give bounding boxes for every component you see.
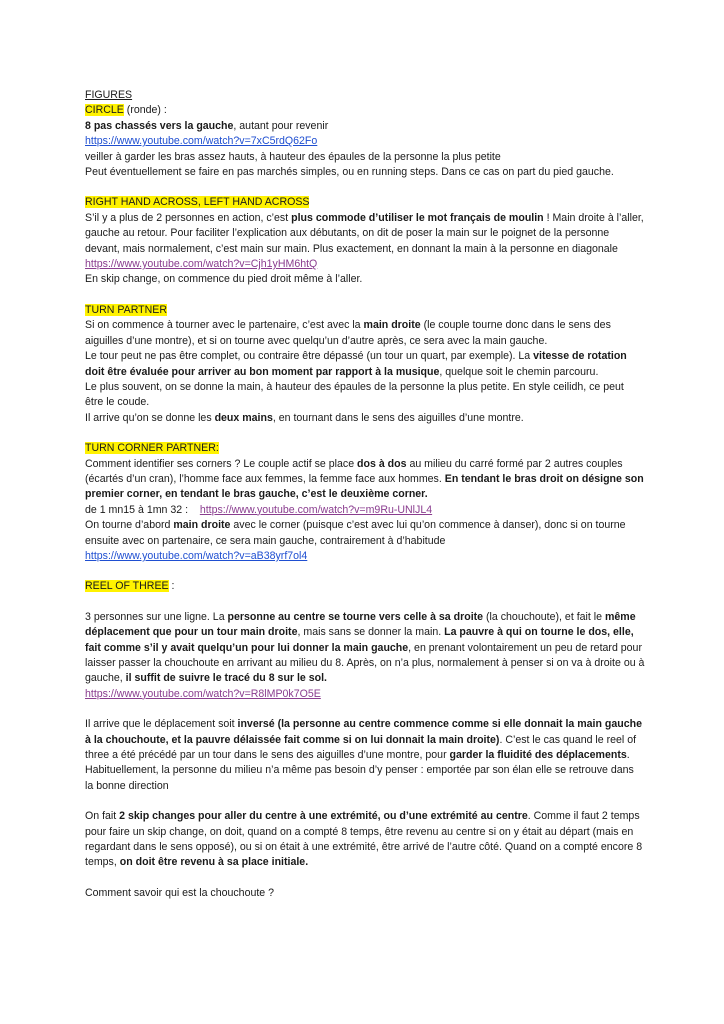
corner-heading — [85, 441, 645, 456]
reel-heading-highlight: REEL OF THREE — [85, 580, 169, 593]
corner-p2-bold: main droite — [173, 519, 231, 532]
corner-video-link-1[interactable]: https://www.youtube.com/watch?v=m9Ru-UNlJL4 — [199, 503, 433, 516]
reel-heading-rest: : — [168, 580, 175, 593]
reel-p1-bold-3: La pauvre à qui on tourne le dos, elle, fait comme s’il y avait quelqu’un pour lui donner la main gauche — [85, 626, 634, 654]
corner-p1-bold-2: En tendant le bras droit on désigne son premier corner, en tendant le bras gauche, c’est le deuxième corner. — [85, 472, 644, 501]
rhla-p1-a: S’il y a plus de 2 personnes en action, c’est — [85, 211, 292, 224]
rhla-link-line — [85, 257, 645, 272]
corner-paragraph-1 — [85, 457, 645, 503]
reel-link-line — [85, 687, 645, 702]
reel-paragraph-2 — [85, 717, 645, 794]
document-page — [85, 88, 645, 901]
reel-p1-bold-4: il suffit de suivre le tracé du 8 sur le sol. — [125, 672, 328, 685]
turn-p2-a: Le tour peut ne pas être complet, ou contraire être dépassé (un tour un quart, par exemple). La — [85, 350, 534, 363]
reel-p1-c: (la chouchoute), et fait le — [483, 610, 605, 623]
corner-link-line-2 — [85, 549, 645, 564]
reel-p2-c: . C’est le cas quand le reel of three a été précédé par un tour dans le sens des aiguilles d’une montre, pour — [85, 733, 637, 762]
circle-link-line — [85, 134, 645, 149]
rhla-paragraph-1 — [85, 211, 645, 257]
rhla-heading-highlight: RIGHT HAND ACROSS, LEFT HAND ACROSS — [85, 196, 310, 209]
reel-p3-a: On fait — [85, 810, 120, 823]
corner-p2-c: avec le corner (puisque c’est avec lui qu’on commence à danser), donc si on tourne ensuite avec on partenaire, ce sera main gauche, contrairement à d’habitude — [85, 519, 626, 547]
circle-heading-highlight: CIRCLE — [85, 104, 124, 117]
reel-video-link[interactable]: https://www.youtube.com/watch?v=R8lMP0k7O5E — [85, 687, 321, 700]
turn-heading-highlight: TURN PARTNER — [85, 303, 168, 316]
turn-p4-a: Il arrive qu’on se donne les — [85, 411, 215, 424]
circle-video-link[interactable]: https://www.youtube.com/watch?v=7xC5rdQ62Fo — [85, 135, 318, 148]
reel-p1-a: 3 personnes sur une ligne. La — [85, 610, 228, 623]
reel-p1-bold-1: personne au centre se tourne vers celle à sa droite — [227, 610, 484, 623]
reel-question: Comment savoir qui est la chouchoute ? — [85, 886, 275, 899]
turn-paragraph-2 — [85, 349, 645, 380]
reel-p3-bold-1: 2 skip changes pour aller du centre à une extrémité, ou d’une extrémité au centre — [119, 810, 528, 823]
circle-line-1-rest: , autant pour revenir — [233, 119, 329, 132]
circle-line-1-bold: 8 pas chassés vers la gauche — [85, 119, 234, 132]
corner-time: de 1 mn15 à 1mn 32 : — [85, 503, 189, 516]
circle-line-3: Peut éventuellement se faire en pas marchés simples, ou en running steps. Dans ce cas on part du pied gauche. — [85, 166, 614, 179]
rhla-video-link[interactable]: https://www.youtube.com/watch?v=Cjh1yHM6htQ — [85, 258, 318, 271]
turn-p4-c: , en tournant dans le sens des aiguilles d’une montre. — [272, 411, 524, 424]
corner-p1-c: au milieu du carré formé par 2 autres couples (écartés d’un cran), l’homme face aux femmes, la femme face aux hommes. — [85, 457, 623, 485]
turn-p1-c: (le couple tourne donc dans le sens des aiguilles d’une montre), et si on tourne avec quelqu’un d’autre après, ce sera avec la main gauche. — [85, 319, 611, 347]
corner-paragraph-2 — [85, 518, 645, 549]
reel-p2-a: Il arrive que le déplacement soit — [85, 718, 238, 731]
rhla-p1-c: ! Main droite à l’aller, gauche au retour. Pour faciliter l’explication aux débutants, on dit de poser la main sur le poignet de la personne devant, mais normalement, c’est main sur main. Plus exactement, en donnant la main à la personne en diagonale — [85, 211, 644, 255]
turn-paragraph-4 — [85, 411, 645, 426]
turn-p4-bold: deux mains — [214, 411, 273, 424]
reel-p2-e: . Habituellement, la personne du milieu n’a même pas besoin d’y penser : emportée par son élan elle se retrouve dans la bonne direction — [85, 749, 634, 792]
turn-heading — [85, 303, 645, 318]
turn-p2-c: , quelque soit le chemin parcouru. — [439, 365, 599, 378]
rhla-heading — [85, 195, 645, 210]
turn-p1-bold: main droite — [363, 319, 421, 332]
corner-p1-bold: dos à dos — [357, 457, 407, 470]
turn-p1-a: Si on commence à tourner avec le partenaire, c’est avec la — [85, 319, 364, 332]
corner-p2-a: On tourne d’abord — [85, 519, 174, 532]
reel-p2-bold-1: inversé (la personne au centre commence comme si elle donnait la main gauche à la chouchoute, et la pauvre délaissée fait comme si on lui donnait la main droite) — [85, 718, 642, 746]
reel-p1-e: , mais sans se donner la main. — [297, 626, 445, 639]
reel-p3-bold-2: on doit être revenu à sa place initiale. — [119, 856, 309, 869]
circle-heading-rest: (ronde) : — [123, 104, 167, 117]
reel-p1-g: , en prenant volontairement un peu de retard pour laisser passer la chouchoute en arrivant au milieu du 8. Après, on n’a plus, normalement à penser si on va à droite ou à gauche, — [85, 641, 645, 685]
reel-heading — [85, 579, 645, 594]
reel-p1-bold-2: même déplacement que pour un tour main droite — [85, 610, 636, 639]
corner-heading-highlight: TURN CORNER PARTNER: — [85, 442, 219, 455]
corner-time-line — [85, 503, 645, 518]
circle-heading — [85, 103, 645, 118]
turn-p2-bold: vitesse de rotation doit être évaluée pour arriver au bon moment par rapport à la musique — [85, 350, 627, 378]
reel-p2-bold-2: garder la fluidité des déplacements — [449, 749, 627, 762]
turn-paragraph-1 — [85, 318, 645, 349]
reel-p3-c: . Comme il faut 2 temps pour faire un skip change, on doit, quand on a compté 8 temps, être revenu au centre si on y était au départ (mais en regardant dans le sens opposé), ou si on était à une extrémité, être arrivé de l’autre côté. Quand on a compté encore 8 temps, — [85, 810, 643, 869]
rhla-p1-bold: plus commode d’utiliser le mot français de moulin — [291, 211, 544, 224]
turn-paragraph-3: Le plus souvent, on se donne la main, à hauteur des épaules de la personne la plus petite. En style ceilidh, ce peut être le coude. — [85, 380, 624, 409]
reel-paragraph-3 — [85, 809, 645, 871]
page-title: FIGURES — [85, 89, 133, 101]
circle-line-1 — [85, 119, 645, 134]
rhla-paragraph-2: En skip change, on commence du pied droit même à l’aller. — [85, 273, 363, 286]
reel-paragraph-1 — [85, 610, 645, 687]
corner-video-link-2[interactable]: https://www.youtube.com/watch?v=aB38yrf7ol4 — [85, 549, 308, 562]
corner-p1-a: Comment identifier ses corners ? Le couple actif se place — [85, 457, 358, 470]
circle-line-2: veiller à garder les bras assez hauts, à hauteur des épaules de la personne la plus petite — [85, 150, 501, 163]
